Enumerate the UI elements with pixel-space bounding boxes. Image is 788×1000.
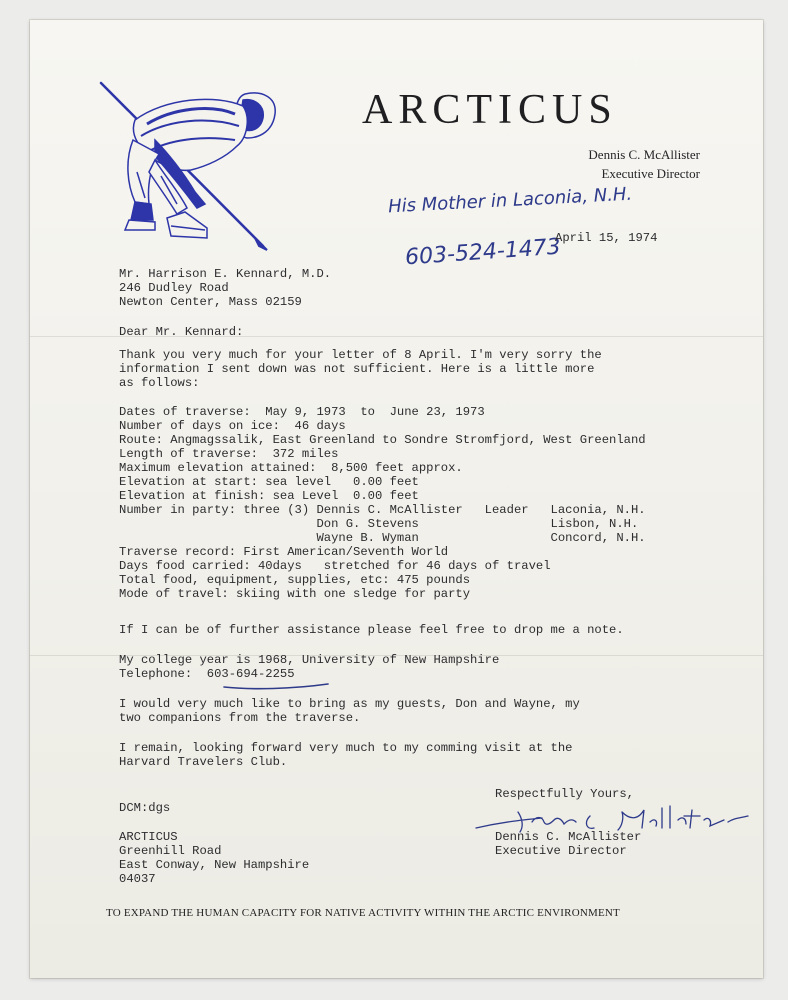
handwritten-phone: 603-524-1473 [404,234,562,271]
address-line: 246 Dudley Road [119,281,229,295]
fact-line: Elevation at start: sea level 0.00 feet [119,475,419,489]
fact-line: Wayne B. Wyman Concord, N.H. [119,531,646,545]
letterhead-org-name: ARCTICUS [362,87,618,133]
salutation: Dear Mr. Kennard: [119,325,244,339]
traverse-facts [119,405,646,601]
address-line: East Conway, New Hampshire [119,858,310,872]
address-line: ARCTICUS [119,830,178,844]
recipient-address [119,267,331,309]
handwritten-note: His Mother in Laconia, N.H. [387,183,633,218]
address-line: 04037 [119,872,156,886]
fact-line: Days food carried: 40days stretched for 46 days of travel [119,559,551,573]
letterhead-person-name: Dennis C. McAllister [588,147,700,162]
text-line: Harvard Travelers Club. [119,755,288,769]
text-line: My college year is 1968, University of New Hampshire [119,653,500,667]
handwritten-underline [222,681,330,691]
fact-line: Route: Angmagssalik, East Greenland to Sondre Stromfjord, West Greenland [119,433,646,447]
letterhead-person-title: Executive Director [601,166,700,181]
fact-line: Elevation at finish: sea Level 0.00 feet [119,489,419,503]
signer-title: Executive Director [495,844,627,858]
fact-line: Don G. Stevens Lisbon, N.H. [119,517,639,531]
text-line: two companions from the traverse. [119,711,361,725]
text-line: I remain, looking forward very much to my comming visit at the [119,741,573,755]
text-line: as follows: [119,376,200,390]
letter-date: April 15, 1974 [555,231,658,245]
signer-name: Dennis C. McAllister [495,830,642,844]
fact-line: Traverse record: First American/Seventh World [119,545,449,559]
paragraph-assistance: If I can be of further assistance please feel free to drop me a note. [119,623,624,637]
fact-line: Number in party: three (3) Dennis C. McAllister Leader Laconia, N.H. [119,503,646,517]
paragraph-intro [119,348,602,390]
signature-block [495,830,641,858]
address-line: Mr. Harrison E. Kennard, M.D. [119,267,332,281]
letterhead-motto: TO EXPAND THE HUMAN CAPACITY FOR NATIVE ACTIVITY WITHIN THE ARCTIC ENVIRONMENT [106,907,620,919]
text-line: information I sent down was not sufficient. Here is a little more [119,362,595,376]
paragraph-remain [119,741,572,769]
college-info [119,653,499,681]
closing: Respectfully Yours, [495,787,634,801]
fact-line: Maximum elevation attained: 8,500 feet approx. [119,461,463,475]
text-line: Telephone: 603-694-2255 [119,667,295,681]
paragraph-guests [119,697,580,725]
address-line: Greenhill Road [119,844,222,858]
typist-initials: DCM:dgs [119,801,171,815]
return-address [119,830,309,886]
fact-line: Dates of traverse: May 9, 1973 to June 23, 1973 [119,405,485,419]
fact-line: Length of traverse: 372 miles [119,447,339,461]
text-line: Thank you very much for your letter of 8 April. I'm very sorry the [119,348,602,362]
fact-line: Mode of travel: skiing with one sledge for party [119,587,471,601]
fact-line: Total food, equipment, supplies, etc: 475 pounds [119,573,471,587]
text-line: I would very much like to bring as my guests, Don and Wayne, my [119,697,580,711]
address-line: Newton Center, Mass 02159 [119,295,302,309]
inuit-hunter-logo-icon [95,80,280,255]
fact-line: Number of days on ice: 46 days [119,419,346,433]
